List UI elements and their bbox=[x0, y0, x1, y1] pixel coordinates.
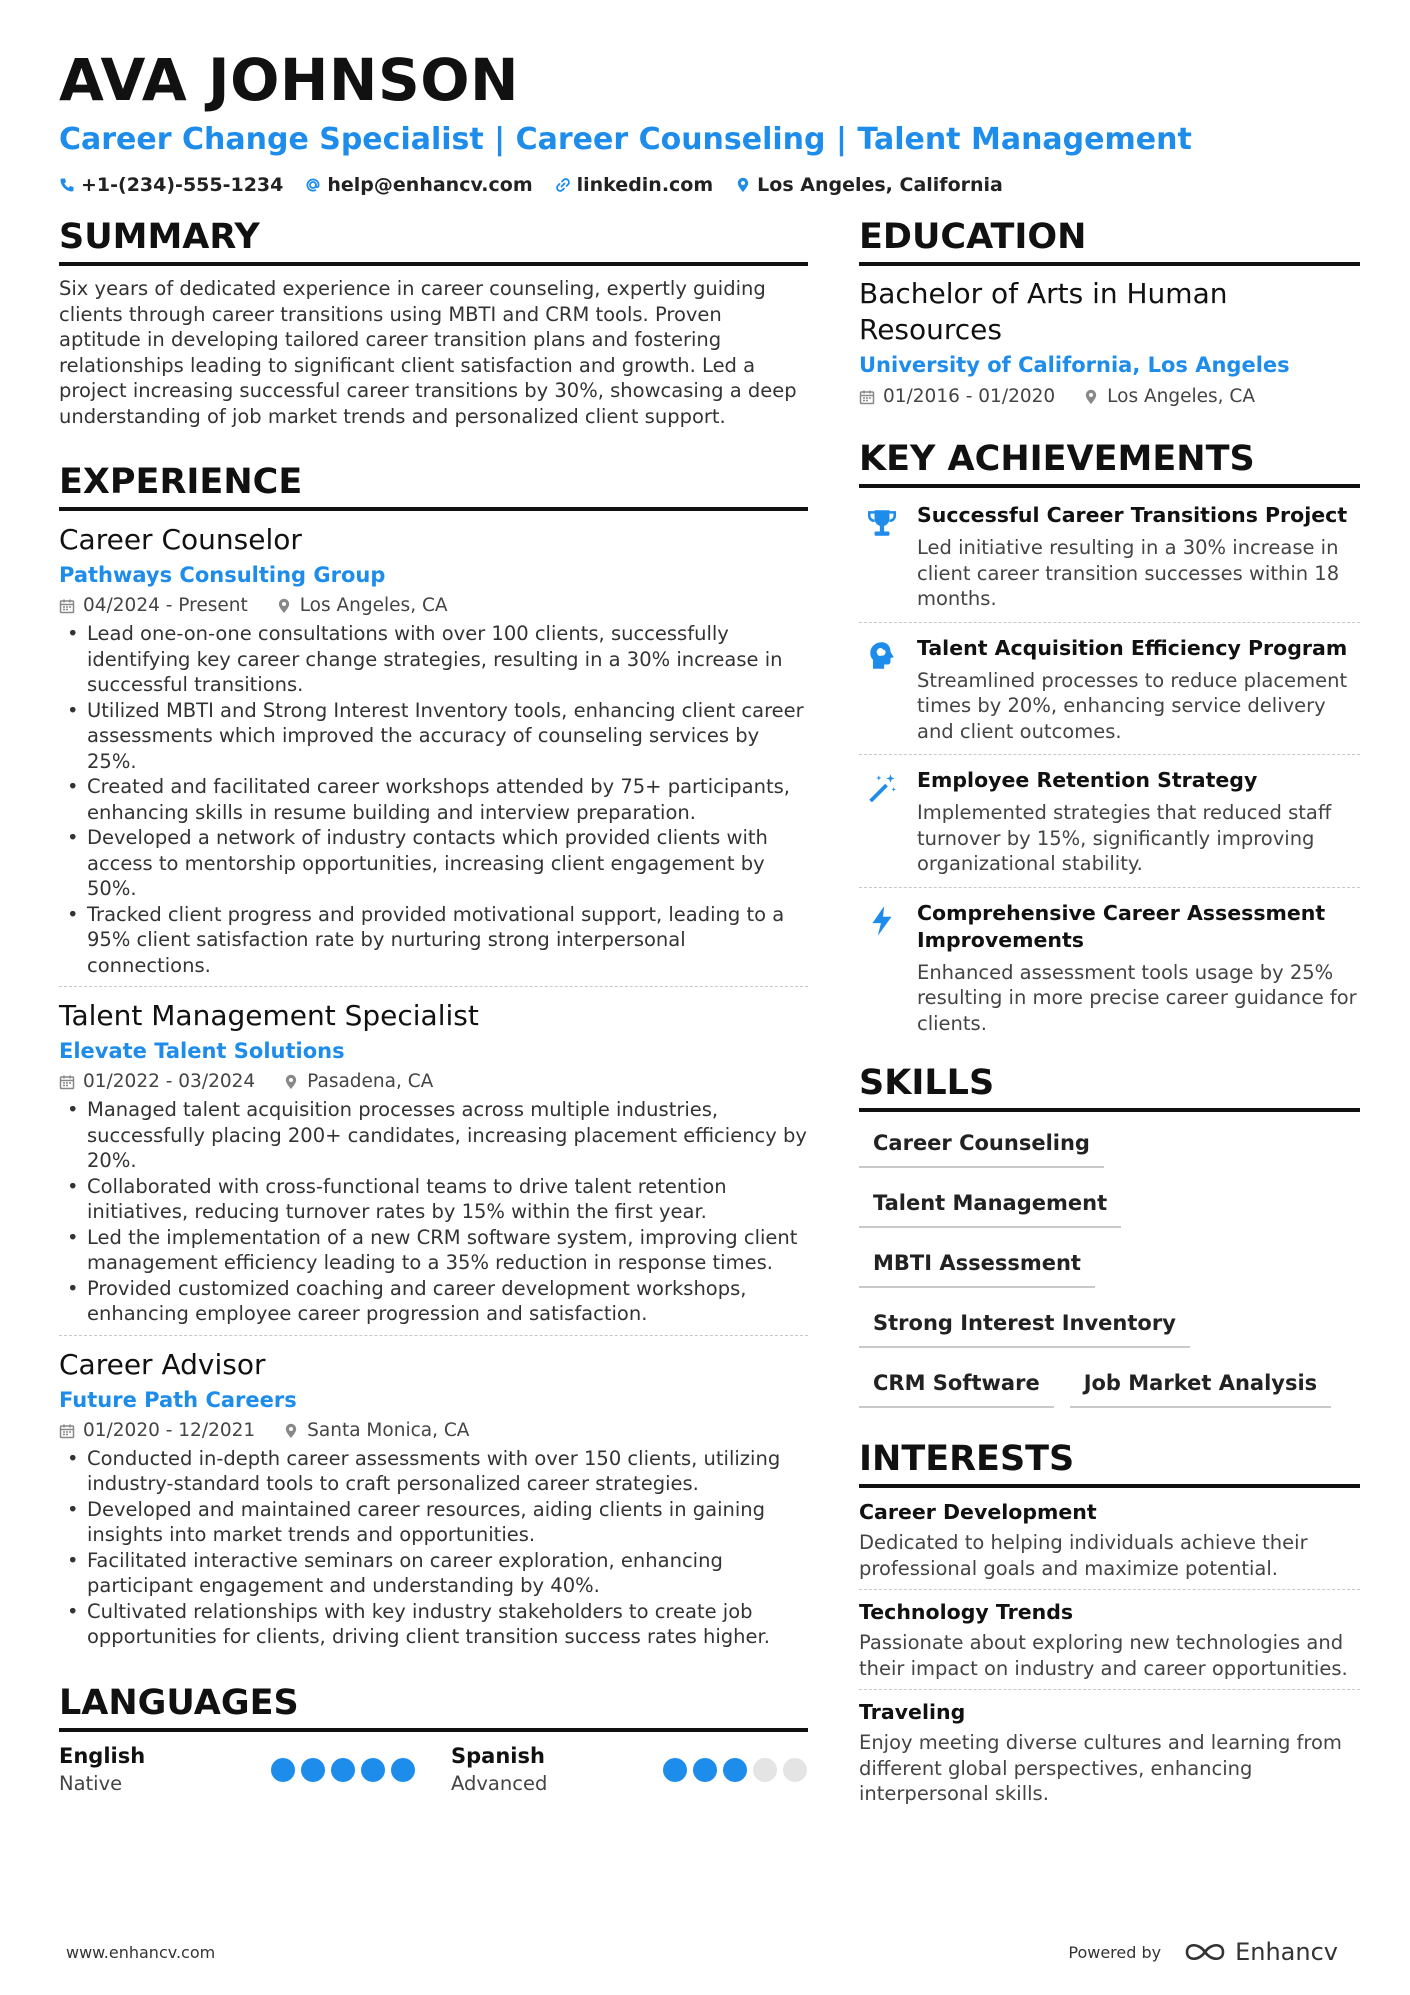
job-meta bbox=[59, 591, 808, 621]
contact-email[interactable] bbox=[305, 170, 532, 200]
interest-item bbox=[859, 1698, 1360, 1815]
phone-icon bbox=[59, 177, 75, 193]
powered-by-label: Powered by bbox=[1068, 1942, 1162, 1962]
summary-title: SUMMARY bbox=[59, 214, 808, 266]
achievement-desc: Implemented strategies that reduced staff turnover by 15%, significantly improving organizational stability. bbox=[917, 801, 1332, 875]
footer-website-link[interactable]: www.enhancv.com bbox=[66, 1942, 216, 1962]
phone-text: +1-(234)-555-1234 bbox=[81, 174, 284, 196]
achievement-icon-wrap bbox=[859, 767, 905, 877]
achievement-title: Successful Career Transitions Project bbox=[917, 503, 1348, 527]
rating-dot bbox=[753, 1758, 777, 1782]
job-bullets bbox=[59, 1446, 808, 1650]
job-location bbox=[283, 1416, 469, 1446]
education-title: EDUCATION bbox=[859, 214, 1360, 266]
rating-dot bbox=[723, 1758, 747, 1782]
interest-desc: Passionate about exploring new technologies and their impact on industry and career opportunities. bbox=[859, 1631, 1348, 1680]
language-name: English bbox=[59, 1743, 146, 1768]
achievement-item bbox=[859, 631, 1360, 756]
job-entry bbox=[59, 521, 808, 987]
achievement-desc: Led initiative resulting in a 30% increase in client career transition successes within 18 months. bbox=[917, 536, 1340, 610]
resume-header bbox=[59, 44, 1359, 200]
map-pin-icon bbox=[1083, 389, 1099, 405]
education-location bbox=[1083, 382, 1255, 412]
job-dates bbox=[59, 1067, 255, 1097]
job-dates bbox=[59, 1416, 255, 1446]
languages-section bbox=[59, 1680, 808, 1798]
calendar-icon bbox=[859, 389, 875, 405]
contact-phone[interactable] bbox=[59, 170, 283, 200]
achievement-icon-wrap bbox=[859, 900, 905, 1037]
interest-item bbox=[859, 1498, 1360, 1590]
bullet-item: • Managed talent acquisition processes across multiple industries, successfully placing 200+ candidates, increasing placement efficiency by 20%. bbox=[59, 1097, 808, 1174]
rating-dot bbox=[391, 1758, 415, 1782]
bullet-item: • Collaborated with cross-functional teams to drive talent retention initiatives, reducing turnover rates by 15% within the first year. bbox=[59, 1174, 808, 1225]
education-location-text: Los Angeles, CA bbox=[1107, 386, 1255, 407]
job-dates-text: 01/2020 - 12/2021 bbox=[83, 1419, 256, 1441]
bullet-item: • Utilized MBTI and Strong Interest Inventory tools, enhancing client career assessments which improved the accuracy of counseling services by 25%. bbox=[59, 698, 808, 775]
skill-tag: Job Market Analysis bbox=[1070, 1362, 1331, 1408]
rating-dot bbox=[301, 1758, 325, 1782]
job-dates-text: 04/2024 - Present bbox=[83, 595, 248, 616]
language-name: Spanish bbox=[451, 1743, 545, 1768]
rating-dot bbox=[331, 1758, 355, 1782]
head-brain-icon bbox=[865, 639, 899, 673]
achievement-icon-wrap bbox=[859, 635, 905, 745]
skill-tag: Talent Management bbox=[859, 1182, 1121, 1228]
language-rating bbox=[663, 1758, 807, 1782]
company-name: Pathways Consulting Group bbox=[59, 563, 386, 587]
interest-title: Technology Trends bbox=[859, 1600, 1074, 1624]
rating-dot bbox=[271, 1758, 295, 1782]
job-location-text: Santa Monica, CA bbox=[307, 1419, 470, 1441]
job-meta bbox=[59, 1416, 808, 1446]
company-name: Elevate Talent Solutions bbox=[59, 1039, 345, 1063]
lightning-bolt-icon bbox=[865, 904, 899, 938]
bullet-item: • Conducted in-depth career assessments with over 150 clients, utilizing industry-standard tools to craft personalized career strategies. bbox=[59, 1446, 808, 1497]
experience-section bbox=[59, 459, 808, 1658]
language-item bbox=[59, 1742, 415, 1798]
bullet-item: • Tracked client progress and provided motivational support, leading to a 95% client satisfaction rate by nurturing strong interpersonal connections. bbox=[59, 902, 808, 979]
degree-name: Bachelor of Arts in Human Resources bbox=[859, 277, 1228, 346]
job-location-text: Los Angeles, CA bbox=[299, 595, 448, 616]
experience-title: EXPERIENCE bbox=[59, 459, 808, 511]
bullet-item: • Created and facilitated career workshops attended by 75+ participants, enhancing skills in resume building and interview preparation. bbox=[59, 774, 808, 825]
skill-tag: Career Counseling bbox=[859, 1122, 1104, 1168]
contact-location bbox=[735, 170, 1003, 200]
achievement-item bbox=[859, 896, 1360, 1047]
skill-tag: CRM Software bbox=[859, 1362, 1054, 1408]
achievement-title: Comprehensive Career Assessment Improvements bbox=[917, 900, 1326, 952]
languages-title: LANGUAGES bbox=[59, 1680, 808, 1732]
skills-list bbox=[859, 1122, 1360, 1408]
linkedin-text: linkedin.com bbox=[576, 174, 714, 196]
achievement-desc: Enhanced assessment tools usage by 25% resulting in more precise career guidance for clients. bbox=[917, 960, 1357, 1035]
map-pin-icon bbox=[276, 598, 292, 614]
achievement-item bbox=[859, 763, 1360, 888]
calendar-icon bbox=[59, 1074, 75, 1090]
candidate-name: AVA JOHNSON bbox=[59, 46, 520, 114]
magic-wand-icon bbox=[865, 771, 899, 805]
achievements-title: KEY ACHIEVEMENTS bbox=[859, 436, 1360, 488]
enhancv-logo-icon bbox=[1183, 1939, 1227, 1965]
summary-section bbox=[59, 214, 808, 429]
education-meta bbox=[859, 382, 1360, 412]
interest-desc: Dedicated to helping individuals achieve their professional goals and maximize potential. bbox=[859, 1531, 1308, 1580]
skills-title: SKILLS bbox=[859, 1060, 1360, 1112]
achievement-item bbox=[859, 498, 1360, 623]
job-location bbox=[283, 1067, 433, 1097]
education-dates-text: 01/2016 - 01/2020 bbox=[883, 386, 1056, 407]
map-pin-icon bbox=[283, 1423, 299, 1439]
interest-title: Traveling bbox=[859, 1700, 966, 1724]
page-footer bbox=[66, 1938, 1338, 1966]
achievement-desc: Streamlined processes to reduce placement times by 20%, enhancing service delivery and client outcomes. bbox=[917, 668, 1348, 743]
at-sign-icon bbox=[305, 177, 321, 193]
language-level: Advanced bbox=[451, 1771, 548, 1795]
bullet-item: • Developed a network of industry contacts which provided clients with access to mentorship opportunities, increasing client engagement by 50%. bbox=[59, 825, 808, 902]
rating-dot bbox=[693, 1758, 717, 1782]
education-dates bbox=[859, 382, 1055, 412]
bullet-item: • Cultivated relationships with key industry stakeholders to create job opportunities for clients, driving client transition success rates higher. bbox=[59, 1599, 808, 1650]
trophy-icon bbox=[865, 506, 899, 540]
achievements-section bbox=[859, 436, 1360, 1046]
achievement-icon-wrap bbox=[859, 502, 905, 612]
education-section bbox=[859, 214, 1360, 412]
company-name: Future Path Careers bbox=[59, 1387, 297, 1412]
job-bullets bbox=[59, 621, 808, 978]
rating-dot bbox=[361, 1758, 385, 1782]
summary-text: Six years of dedicated experience in career counseling, expertly guiding clients through career transitions using MBTI and CRM tools. Proven aptitude in developing tailored career transition plans and fostering relationships leading to significant client satisfaction and growth. Led a project increasing successful career transitions by 30%, showcasing a deep understanding of job market trends and personalized client support. bbox=[59, 277, 797, 428]
interest-title: Career Development bbox=[859, 1500, 1097, 1524]
bullet-item: • Facilitated interactive seminars on career exploration, enhancing participant engagement and understanding by 40%. bbox=[59, 1548, 808, 1599]
rating-dot bbox=[783, 1758, 807, 1782]
contact-linkedin[interactable] bbox=[555, 170, 714, 200]
job-entry bbox=[59, 997, 808, 1336]
calendar-icon bbox=[59, 598, 75, 614]
map-pin-icon bbox=[735, 177, 751, 193]
achievement-title: Talent Acquisition Efficiency Program bbox=[917, 635, 1348, 660]
school-name: University of California, Los Angeles bbox=[859, 353, 1290, 377]
bullet-item: • Led the implementation of a new CRM software system, improving client management efficiency leading to a 35% reduction in response times. bbox=[59, 1225, 808, 1276]
interests-section bbox=[859, 1436, 1360, 1815]
link-icon bbox=[555, 177, 571, 193]
language-level: Native bbox=[59, 1771, 123, 1795]
skill-tag: MBTI Assessment bbox=[859, 1242, 1095, 1288]
map-pin-icon bbox=[283, 1074, 299, 1090]
headline: Career Change Specialist | Career Counseling | Talent Management bbox=[59, 122, 1192, 157]
job-dates bbox=[59, 591, 248, 621]
job-entry bbox=[59, 1346, 808, 1658]
skills-section bbox=[859, 1060, 1360, 1408]
job-title: Talent Management Specialist bbox=[59, 999, 479, 1032]
right-column bbox=[859, 214, 1360, 1823]
brand-logo[interactable] bbox=[1183, 1938, 1338, 1966]
calendar-icon bbox=[59, 1423, 75, 1439]
email-text: help@enhancv.com bbox=[327, 174, 533, 196]
job-meta bbox=[59, 1067, 808, 1097]
interests-title: INTERESTS bbox=[859, 1436, 1360, 1488]
bullet-item: • Lead one-on-one consultations with over 100 clients, successfully identifying key career change strategies, resulting in a 30% increase in successful transitions. bbox=[59, 621, 808, 698]
brand-name: Enhancv bbox=[1235, 1938, 1338, 1966]
achievement-title: Employee Retention Strategy bbox=[917, 768, 1258, 792]
skill-tag: Strong Interest Inventory bbox=[859, 1302, 1190, 1348]
language-rating bbox=[271, 1758, 415, 1782]
job-dates-text: 01/2022 - 03/2024 bbox=[83, 1071, 256, 1092]
left-column bbox=[59, 214, 808, 1798]
job-title: Career Advisor bbox=[59, 1347, 266, 1381]
job-title: Career Counselor bbox=[59, 523, 302, 556]
bullet-item: • Provided customized coaching and career development workshops, enhancing employee career progression and satisfaction. bbox=[59, 1276, 808, 1327]
bullet-item: • Developed and maintained career resources, aiding clients in gaining insights into market trends and opportunities. bbox=[59, 1497, 808, 1548]
location-text: Los Angeles, California bbox=[757, 174, 1003, 196]
language-item bbox=[451, 1742, 807, 1798]
contact-bar bbox=[59, 170, 1359, 200]
languages-list bbox=[59, 1742, 808, 1798]
job-location-text: Pasadena, CA bbox=[307, 1071, 434, 1092]
interest-desc: Enjoy meeting diverse cultures and learning from different global perspectives, enhancing interpersonal skills. bbox=[859, 1731, 1342, 1805]
rating-dot bbox=[663, 1758, 687, 1782]
job-bullets bbox=[59, 1097, 808, 1327]
powered-by bbox=[1068, 1938, 1338, 1966]
interest-item bbox=[859, 1598, 1360, 1690]
job-location bbox=[276, 591, 448, 621]
